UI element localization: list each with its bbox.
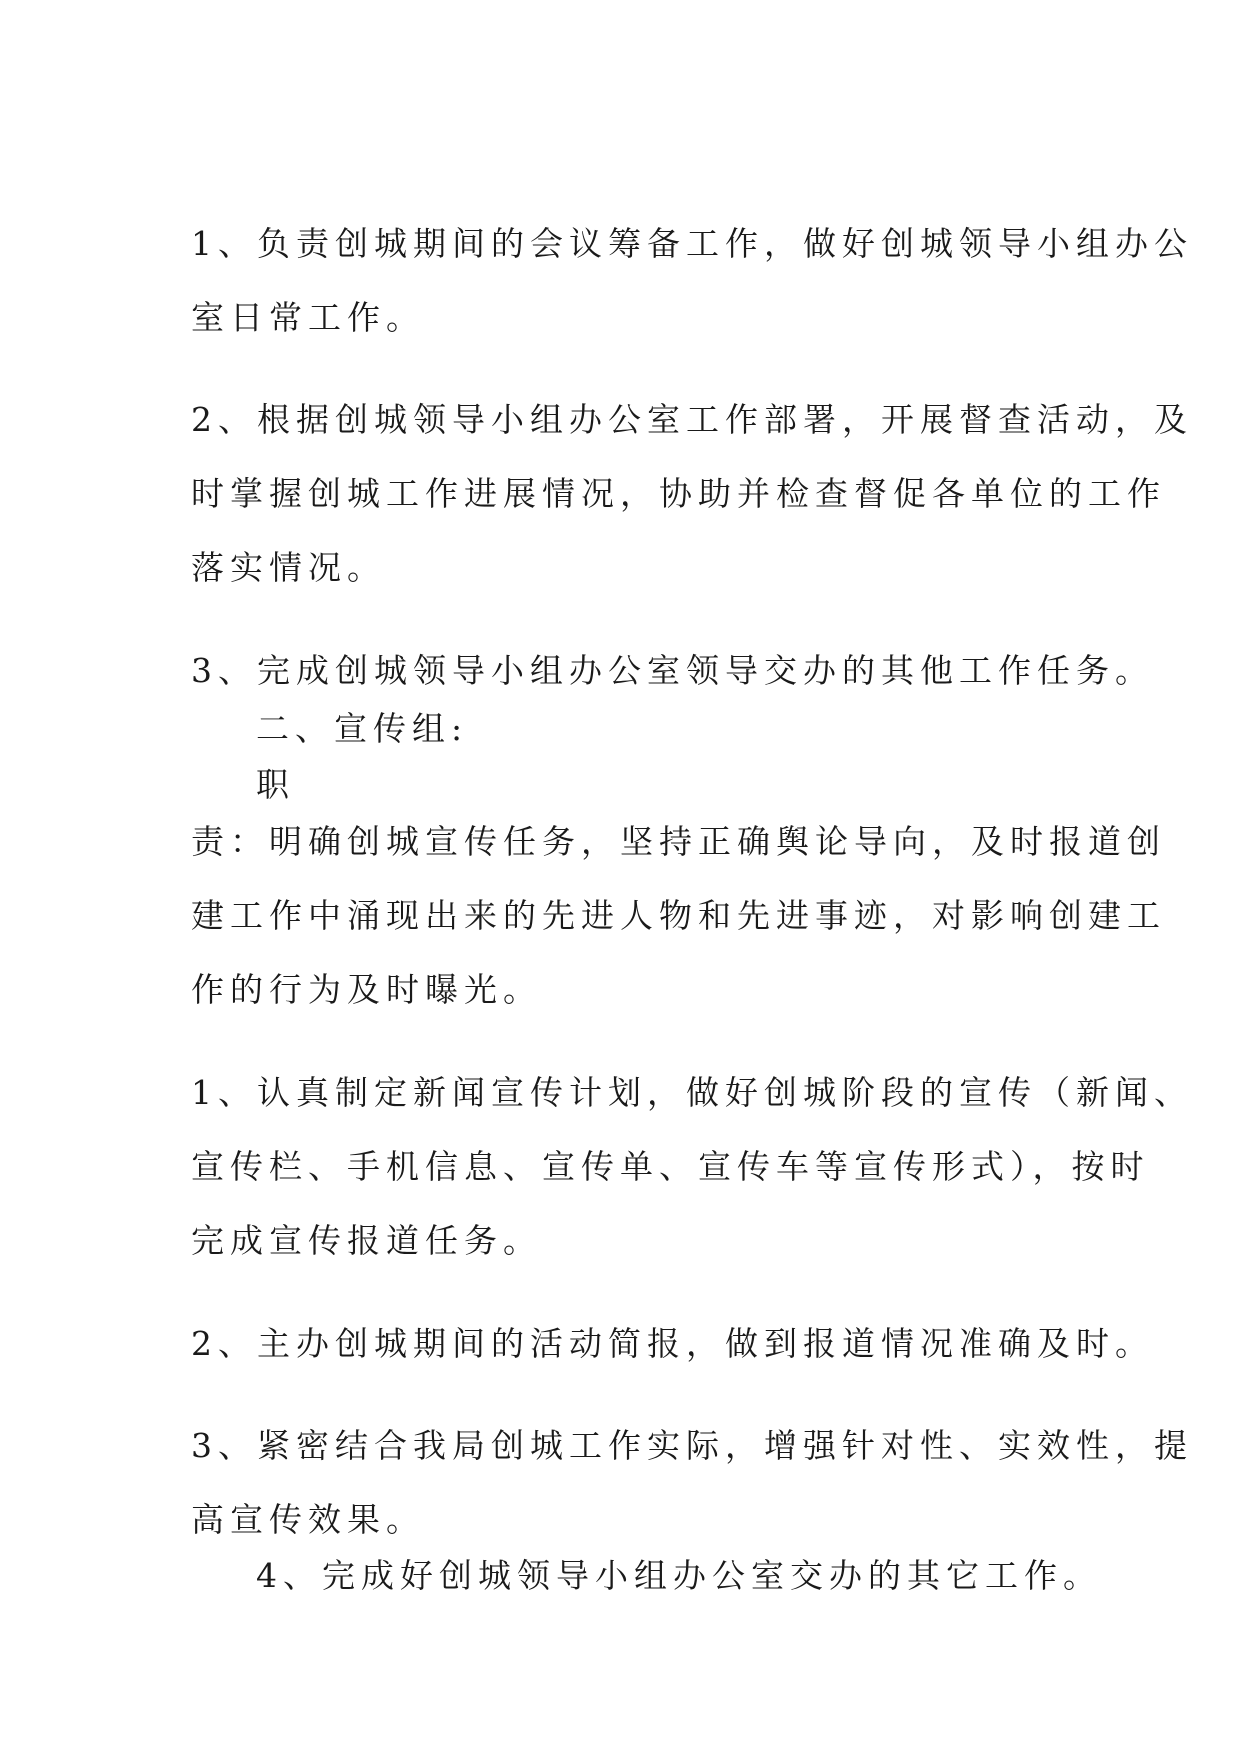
- publicity-item-2-line-1: 2、主办创城期间的活动简报，做到报道情况准确及时。: [191, 1324, 1154, 1363]
- paragraph-2-line-2: 时掌握创城工作进展情况，协助并检查督促各单位的工作: [191, 474, 1166, 513]
- publicity-item-3-line-1: 3、紧密结合我局创城工作实际，增强针对性、实效性，提: [191, 1426, 1193, 1465]
- paragraph-2-line-1: 2、根据创城领导小组办公室工作部署，开展督查活动，及: [191, 400, 1193, 439]
- publicity-item-3-line-2: 高宣传效果。: [191, 1500, 425, 1539]
- publicity-item-1-line-3: 完成宣传报道任务。: [191, 1221, 542, 1260]
- publicity-item-4-line-1: 4、完成好创城领导小组办公室交办的其它工作。: [256, 1556, 1102, 1595]
- paragraph-3-line-1: 3、完成创城领导小组办公室领导交办的其他工作任务。: [191, 651, 1154, 690]
- duty-line-3: 作的行为及时曝光。: [191, 970, 542, 1009]
- duty-line-1: 责：明确创城宣传任务，坚持正确舆论导向，及时报道创: [191, 822, 1166, 861]
- publicity-item-1-line-2: 宣传栏、手机信息、宣传单、宣传车等宣传形式），按时: [191, 1147, 1150, 1186]
- paragraph-1-line-2: 室日常工作。: [191, 298, 425, 337]
- section-heading-publicity: 二、宣传组:: [256, 709, 469, 748]
- paragraph-1-line-1: 1、负责创城期间的会议筹备工作，做好创城领导小组办公: [191, 224, 1193, 263]
- duty-line-2: 建工作中涌现出来的先进人物和先进事迹，对影响创建工: [191, 896, 1166, 935]
- duty-label-start: 职: [256, 765, 295, 804]
- publicity-item-1-line-1: 1、认真制定新闻宣传计划，做好创城阶段的宣传（新闻、: [191, 1073, 1193, 1112]
- paragraph-2-line-3: 落实情况。: [191, 548, 386, 587]
